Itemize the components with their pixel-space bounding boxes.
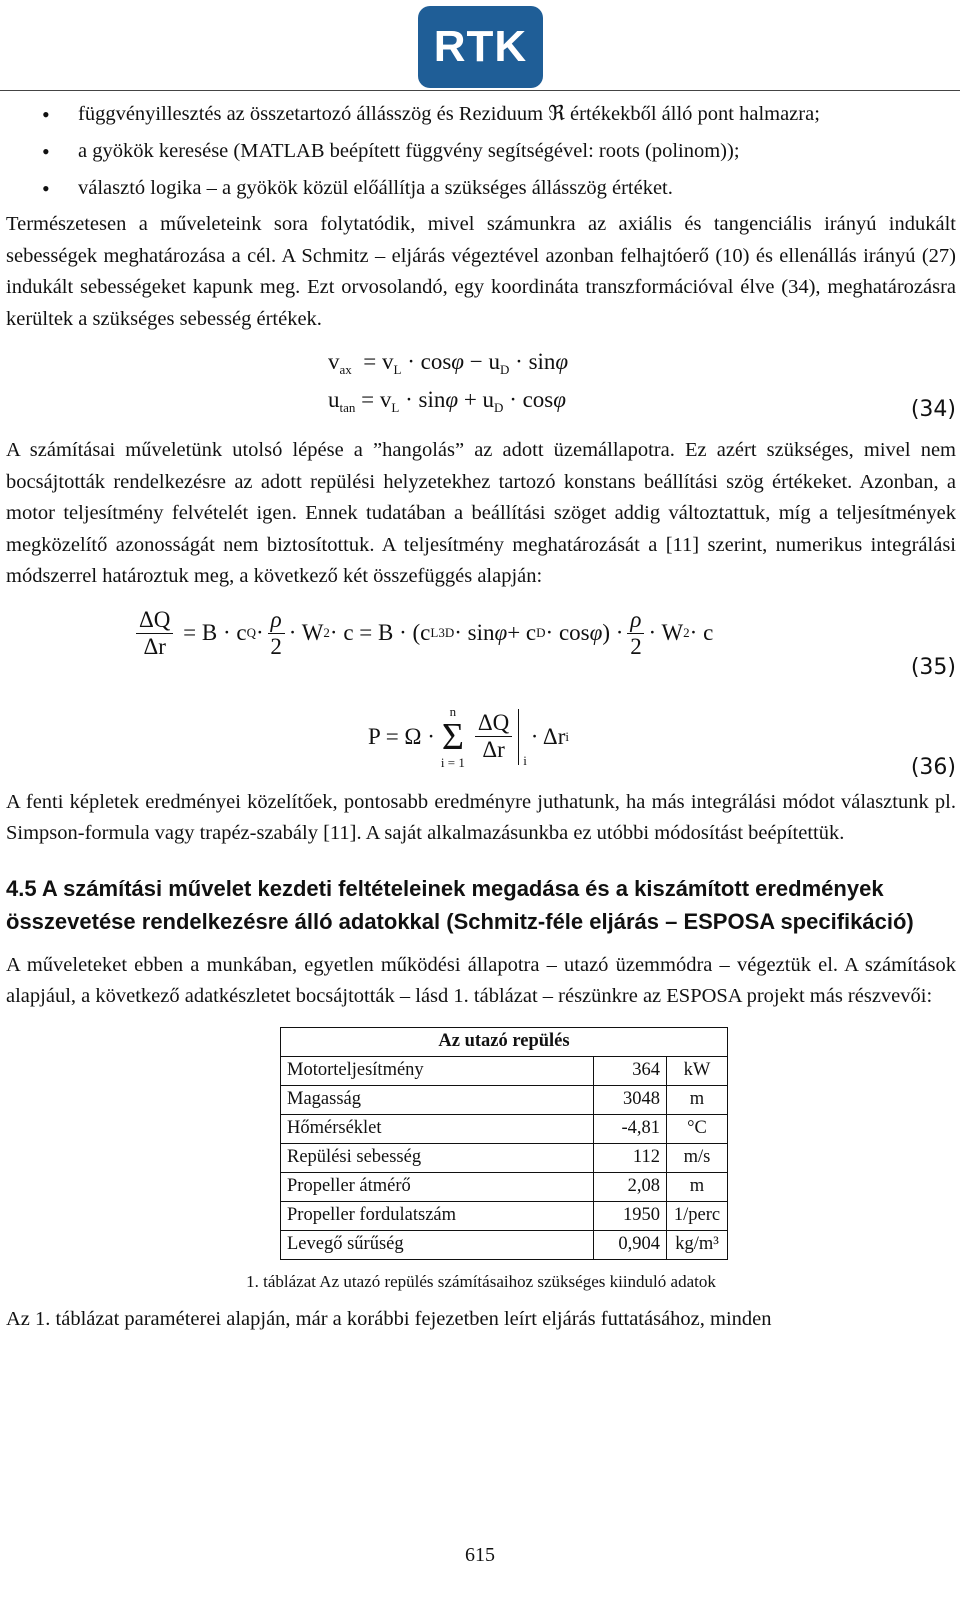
equation-36-number: (36) xyxy=(910,754,956,780)
table-row xyxy=(281,1056,728,1085)
row-name: Levegő sűrűség xyxy=(281,1230,594,1259)
fraction-rho-2: $\frac{\rho}{2}$ xyxy=(627,607,644,660)
row-unit: m/s xyxy=(667,1143,728,1172)
row-name: Propeller átmérő xyxy=(281,1172,594,1201)
row-unit: m xyxy=(667,1172,728,1201)
table-caption: 1. táblázat Az utazó repülés számításaihoz szükséges kiinduló adatok xyxy=(246,1271,716,1291)
row-unit: °C xyxy=(667,1114,728,1143)
fraction-rho-2: $\frac{\rho}{2}$ xyxy=(268,607,285,660)
equation-35 xyxy=(6,607,956,695)
row-value: -4,81 xyxy=(594,1114,667,1143)
bullet-list xyxy=(6,96,956,207)
row-unit: kW xyxy=(667,1056,728,1085)
row-value: 1950 xyxy=(594,1201,667,1230)
table-row xyxy=(281,1114,728,1143)
data-table xyxy=(280,1027,728,1260)
row-name: Magasság xyxy=(281,1085,594,1114)
table-row xyxy=(281,1085,728,1114)
paragraph-coordinate-transform: Természetesen a műveleteink sora folytatódik, mivel számunkra az axiális és tangenciális irányú indukált sebességek meghatározása a cél. A Schmitz – eljárás végeztével azonban felhajtóerő (10) és ellenállás irányú (27) indukált sebességeket kapunk meg. Ezt orvosolandó, egy koordináta transzformációval élve (34), meghatározásra kerültek a szükséges sebesség értékek. xyxy=(6,213,956,330)
table-row xyxy=(281,1172,728,1201)
equation-34-line-1: $v_{ax} = v_L \cdot \cos\varphi - u_D \cdot \sin\varphi$ xyxy=(328,349,569,377)
paragraph-dataset: A műveleteket ebben a munkában, egyetlen működési állapotra – utazó üzemmódra – végeztük el. A számítások alapjául, a következő adatkészletet bocsájtották – lásd 1. táblázat – részünkre az ESPOSA projekt más részvevői: xyxy=(6,953,956,1007)
evaluation-bar: i xyxy=(518,709,519,765)
row-name: Repülési sebesség xyxy=(281,1143,594,1172)
equation-34 xyxy=(6,339,956,435)
row-value: 2,08 xyxy=(594,1172,667,1201)
fraction-dq-dr: $\frac{\Delta Q}{\Delta r}$ xyxy=(475,710,512,763)
page-content xyxy=(6,96,956,1335)
row-unit: kg/m³ xyxy=(667,1230,728,1259)
paragraph-continuation: Az 1. táblázat paraméterei alapján, már a korábbi fejezetben leírt eljárás futtatásához, minden xyxy=(6,1307,772,1330)
table-row xyxy=(281,1143,728,1172)
bullet-item: • választó logika – a gyökök közül előállítja a szükséges állásszög értéket. xyxy=(6,170,956,207)
table-row xyxy=(281,1230,728,1259)
summation: n Σ i = 1 xyxy=(440,703,465,770)
fraction-dq-dr: $\frac{\Delta Q}{\Delta r}$ xyxy=(136,607,173,660)
row-unit: 1/perc xyxy=(667,1201,728,1230)
equation-34-number: (34) xyxy=(910,397,956,422)
header-rule xyxy=(0,90,960,91)
row-value: 112 xyxy=(594,1143,667,1172)
table-row xyxy=(281,1201,728,1230)
row-name: Motorteljesítmény xyxy=(281,1056,594,1085)
bullet-item: • függvényillesztés az összetartozó állásszög és Reziduum ℜ értékekből álló pont halmazra; xyxy=(6,96,956,133)
row-value: 364 xyxy=(594,1056,667,1085)
row-name: Hőmérséklet xyxy=(281,1114,594,1143)
section-heading: 4.5 A számítási művelet kezdeti feltételeinek megadása és a kiszámított eredmények összevetése rendelkezésre álló adatokkal (Schmitz-féle eljárás – ESPOSA specifikáció) xyxy=(6,875,914,934)
equation-35-body: $\frac{\Delta Q}{\Delta r}$ = B · c Q · $\frac{\rho}{2}$ · W 2 · c = B · (c L3D · sin φ + c D · cos φ ) · $\frac{\rho}{2}$ · W 2 · c xyxy=(132,607,713,660)
table-header-row xyxy=(281,1027,728,1056)
paragraph-tuning: A számításai műveletünk utolsó lépése a ”hangolás” az adott üzemállapotra. Ez azért szükséges, mivel nem bocsájtották rendelkezésre az adott repülési helyzetekhez tartozó konstans beállítási szög értékeket. Azonban, a motor teljesítmény felvételét igen. Ennek tudatában a beállítási szöget addig változtattuk, míg a teljesítmények megközelítő azonosságát nem biztosítottuk. A teljesítmény meghatározását a [11] szerint, numerikus integrálási módszerrel határoztuk meg, a következő két összefüggés alapján: xyxy=(6,439,956,587)
equation-36 xyxy=(6,699,956,787)
equation-34-line-2: $u_{tan} = v_L \cdot \sin\varphi + u_D \cdot \cos\varphi$ xyxy=(328,387,566,415)
row-value: 0,904 xyxy=(594,1230,667,1259)
rtk-logo xyxy=(418,6,543,88)
row-name: Propeller fordulatszám xyxy=(281,1201,594,1230)
paragraph-integration-note: A fenti képletek eredményei közelítőek, pontosabb eredményre juthatunk, ha más integrálási módot választunk pl. Simpson-formula vagy trapéz-szabály [11]. A saját alkalmazásunkba ez utóbbi módosítást beépítettük. xyxy=(6,790,956,844)
page-number: 615 xyxy=(465,1544,495,1566)
bullet-item: • a gyökök keresése (MATLAB beépített függvény segítségével: roots (polinom)); xyxy=(6,133,956,170)
table-header: Az utazó repülés xyxy=(281,1027,728,1056)
equation-36-body: P = Ω · n Σ i = 1 $\frac{\Delta Q}{\Delta r}$ i · Δr i xyxy=(368,703,569,770)
row-value: 3048 xyxy=(594,1085,667,1114)
logo-text: RTK xyxy=(433,22,528,71)
row-unit: m xyxy=(667,1085,728,1114)
equation-35-number: (35) xyxy=(910,654,956,680)
